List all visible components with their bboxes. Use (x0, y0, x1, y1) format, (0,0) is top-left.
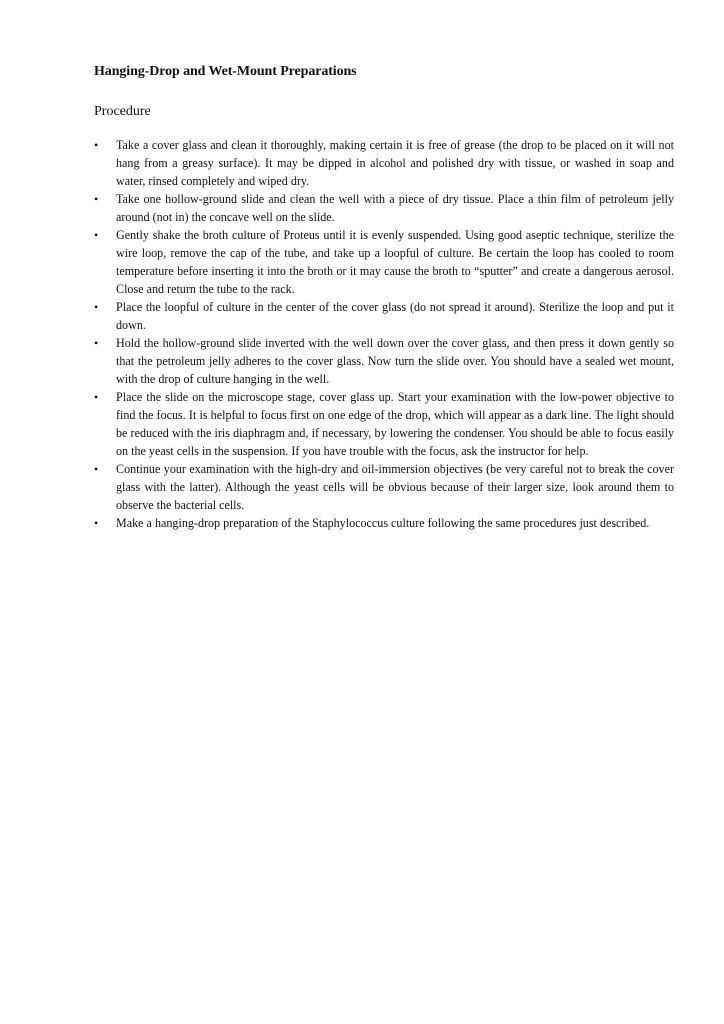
step-text: Continue your examination with the high-dry and oil-immersion objectives (be very careful not to break the cover glass with the latter). Although the yeast cells will be obvious because of their larger size, look around them to observe the bacterial cells. (116, 462, 674, 512)
bullet-icon: • (94, 462, 99, 476)
bullet-icon: • (94, 390, 99, 404)
section-heading: Procedure (94, 104, 151, 119)
bullet-icon: • (94, 228, 99, 242)
procedure-step (94, 388, 674, 460)
procedure-step (94, 298, 674, 334)
procedure-step (94, 334, 674, 388)
document-title: Hanging-Drop and Wet-Mount Preparations (94, 64, 357, 79)
procedure-step (94, 136, 674, 190)
bullet-icon: • (94, 192, 99, 206)
bullet-icon: • (94, 336, 99, 350)
bullet-icon: • (94, 300, 99, 314)
procedure-step (94, 460, 674, 514)
step-text: Take a cover glass and clean it thoroughly, making certain it is free of grease (the drop to be placed on it will not hang from a greasy surface). It may be dipped in alcohol and polished dry with tissue, or washed in soap and water, rinsed completely and wiped dry. (116, 138, 674, 188)
step-text: Make a hanging-drop preparation of the Staphylococcus culture following the same procedures just described. (116, 516, 650, 530)
procedure-step (94, 226, 674, 298)
step-text: Place the slide on the microscope stage, cover glass up. Start your examination with the low-power objective to find the focus. It is helpful to focus first on one edge of the drop, which will appear as a dark line. The light should be reduced with the iris diaphragm and, if necessary, by lowering the condenser. You should be able to focus easily on the yeast cells in the suspension. If you have trouble with the focus, ask the instructor for help. (116, 390, 674, 458)
step-text: Place the loopful of culture in the center of the cover glass (do not spread it around). Sterilize the loop and put it down. (116, 300, 674, 332)
procedure-step (94, 190, 674, 226)
step-text: Gently shake the broth culture of Proteus until it is evenly suspended. Using good aseptic technique, sterilize the wire loop, remove the cap of the tube, and take up a loopful of culture. Be certain the loop has cooled to room temperature before inserting it into the broth or it may cause the broth to “sputter” and create a dangerous aerosol. Close and return the tube to the rack. (116, 228, 674, 296)
bullet-icon: • (94, 516, 99, 530)
step-text: Take one hollow-ground slide and clean the well with a piece of dry tissue. Place a thin film of petroleum jelly around (not in) the concave well on the slide. (116, 192, 674, 224)
procedure-step (94, 514, 674, 532)
procedure-list (94, 136, 674, 532)
step-text: Hold the hollow-ground slide inverted with the well down over the cover glass, and then press it down gently so that the petroleum jelly adheres to the cover glass. Now turn the slide over. You should have a sealed wet mount, with the drop of culture hanging in the well. (116, 336, 674, 386)
bullet-icon: • (94, 138, 99, 152)
